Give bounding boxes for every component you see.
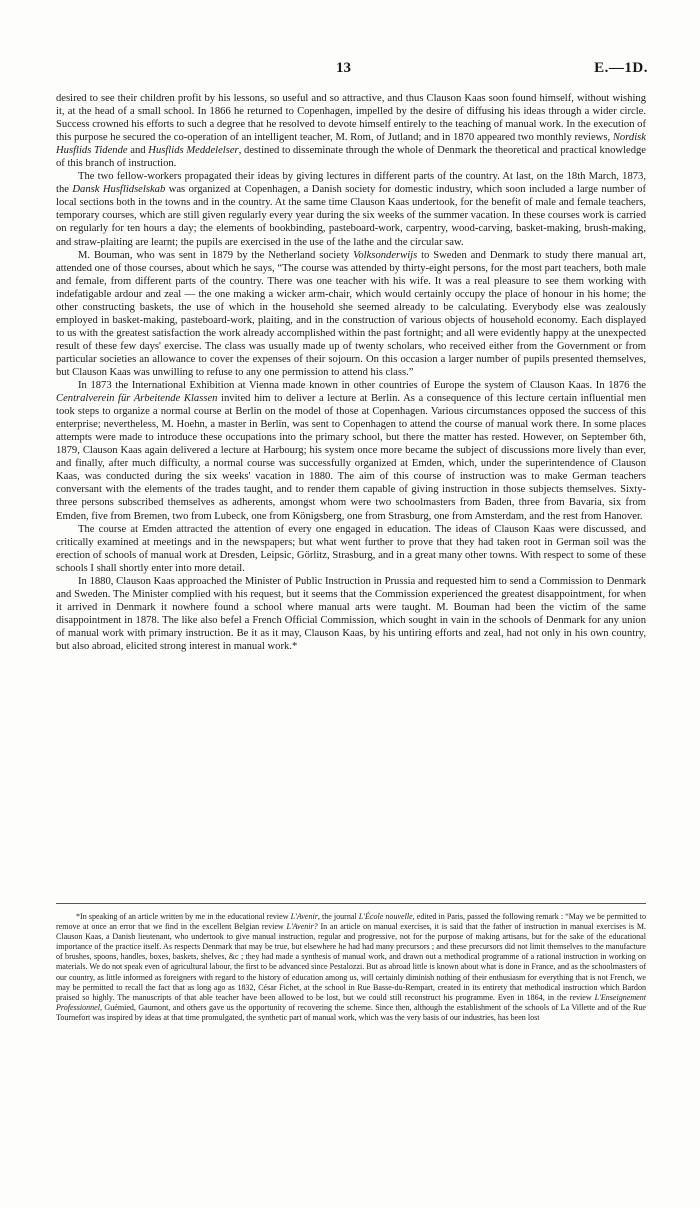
italic-title: Dansk Husflidselskab — [72, 184, 166, 196]
paragraph: The course at Emden attracted the attention of every one engaged in education. The ideas of Clauson Kaas were discussed, and critically examined at meetings and in the newspapers; but what went further to prove that they had taken root in German soil was the erection of schools of manual work at Dresden, Leipsic, Görlitz, Strasburg, and in a great many other towns. With respect to some of these schools I shall shortly enter into more detail. — [56, 523, 646, 574]
italic-title: L'Enseignement Professionnel — [56, 992, 646, 1012]
paragraph: M. Bouman, who was sent in 1879 by the Netherland society Volksonderwijs to Sweden and Denmark to study there manual art, attended one of those courses, about which he says, “The course was attended by thirty-eight persons, for the most part teachers, both male and female, from different parts of the country. There was one teacher with his wife. It was a real pleasure to see them working with indefatigable ardour and zeal — the one making a wicker arm-chair, which would certainly occupy the place of honour in his home; the other constructing baskets, the use of which in the household she seemed already to be calculating. Everybody else was zealously employed in basket-making, pasteboard-work, plaiting, and in the construction of various objects of household economy. Each displayed to us with the greatest satisfaction the work already accomplished within the past fortnight; and all were evidently happy at the unexpected result of these few days' exercise. The class was usually made up of twenty scholars, who received either from the Government or from particular societies an allowance to cover the expenses of their sojourn. On this occasion a larger number of pupils presented themselves, but Clauson Kaas was unwilling to refuse to any one permission to attend his class.” — [56, 249, 646, 378]
italic-title: Nordisk Husflids Tidende — [56, 132, 646, 157]
italic-title: Centralverein für Arbeitende Klassen — [56, 393, 218, 405]
italic-title: Husflids Meddelelser — [148, 145, 239, 157]
italic-title: L'Avenir — [290, 912, 318, 921]
page-header — [0, 60, 700, 82]
paragraph: In 1880, Clauson Kaas approached the Minister of Public Instruction in Prussia and requested him to send a Commission to Denmark and Sweden. The Minister complied with his request, but it seems that the Commission experienced the greatest disappointment, for when it arrived in Denmark it nowhere found a school where manual arts were taught. M. Bouman had been the victim of the same disappointment in 1878. The like also befel a French Official Commission, which sought in vain in the schools of Denmark for any union of manual work with primary instruction. Be it as it may, Clauson Kaas, by his untiring efforts and zeal, had not only in his own country, but also abroad, elicited strong interest in manual work.* — [56, 575, 646, 652]
body-text — [56, 92, 646, 653]
footnote — [56, 912, 646, 1023]
footnote-divider — [56, 903, 646, 904]
italic-title: L'École nouvelle — [358, 912, 413, 921]
paragraph: In 1873 the International Exhibition at Vienna made known in other countries of Europe the system of Clauson Kaas. In 1876 the Centralverein für Arbeitende Klassen invited him to deliver a lecture at Berlin. As a consequence of this lecture certain influential men took steps to organize a normal course at Berlin on the model of those at Copenhagen. Various circumstances opposed the success of this enterprise; nevertheless, M. Hoehn, a master in Berlin, was sent to Copenhagen to attend the course of manual work there. In some places attempts were made to introduce these occupations into the primary school, but there the matter has rested. However, on September 6th, 1879, Clauson Kaas again delivered a lecture at Harbourg; his system once more became the subject of discussions more lively than ever, and finally, after much difficulty, a normal course was successfully organized at Emden, which, under the superintendence of Clauson Kaas, was conducted during the six weeks' vacation in 1880. The aim of this course of instruction was to make German teachers conversant with the elements of the trades taught, and to render them capable of giving instruction in those subjects themselves. Sixty-three persons subscribed themselves as adherents, amongst whom were two schoolmasters from Baden, three from Bavaria, six from Emden, five from Bremen, two from Lubeck, one from Königsberg, one from Strasburg, one from Amsterdam, and the rest from Hanover. — [56, 380, 647, 522]
page-number: 13 — [336, 60, 351, 76]
footnote-text: *In speaking of an article written by me in the educational review L'Avenir, the journal L'École nouvelle, edited in Paris, passed the following remark : “May we be permitted to remove at once an error that we find in the excellent Belgian review L'Avenir? In an article on manual exercises, it is said that the father of instruction in manual exercises is M. Clauson Kaas, a Danish lieutenant, who undertook to give manual instruction, regular and progressive, not for the purpose of making artisans, but for the sake of the educational importance of the practice itself. As respects Denmark that may be true, but elsewhere he had had many precursors ; and these precursors did not limit themselves to the manufacture of brushes, spoons, handles, boxes, baskets, shelves, &c ; they had made a synthesis of manual work, and drawn out a methodical programme of a rational instruction in working on materials. We do not speak even of agricultural labour, the first to be advanced since Pestalozzi. But as abroad little is known about what is done in France, and as the schoolmasters of our country, as little informed as foreigners with regard to the history of education among us, will certainly diminish nothing of their enthusiasm for everything that is not French, we may be permitted to recall the fact that as long ago as 1832, César Fichet, at the school in Rue Basse-du-Rempart, created in its entirety that methodical instruction which Bardon praised so highly. The manuscripts of that able teacher have been allowed to be lost, but we could still reconstruct his programme. Even in 1864, in the review L'Enseignement Professionnel, Guémied, Gaumont, and others gave us the opportunity of recovering the scheme. Since then, although the establishment of the schools of La Villette and of the Rue Tournefort was inspired by ideas at that time promulgated, the synthetic part of manual work, which was the very basis of our industries, has been lost — [56, 912, 646, 1022]
document-reference: E.—1D. — [594, 60, 648, 76]
paragraph: desired to see their children profit by his lessons, so useful and so attractive, and thus Clauson Kaas soon found himself, without wishing it, at the head of a small school. In 1866 he returned to Copenhagen, impelled by the desire of diffusing his ideas through a wider circle. Success crowned his efforts to such a degree that he resolved to devote himself entirely to the teaching of manual work. In the execution of this purpose he secured the co-operation of an intelligent teacher, M. Rom, of Jutland; and in 1870 appeared two monthly reviews, Nordisk Husflids Tidende and Husflids Meddelelser, destined to disseminate through the whole of Denmark the theoretical and practical knowledge of this branch of instruction. — [56, 93, 647, 170]
italic-title: Volksonderwijs — [353, 249, 418, 261]
paragraph: The two fellow-workers propagated their ideas by giving lectures in different parts of the country. At last, on the 18th March, 1873, the Dansk Husflidselskab was organized at Copenhagen, a Danish society for domestic industry, which soon included a large number of local sections both in the towns and in the country. At the same time Clauson Kaas undertook, for the benefit of male and female teachers, temporary courses, which are still given regularly every year during the six weeks of the summer vacation. In these courses work is carried on regularly for ten hours a day; the elements of bookbinding, pasteboard-work, carpentry, wood-carving, basket-making, brush-making, and straw-plaiting are learnt; the pupils are exercised in the use of the lathe and the circular saw. — [56, 171, 647, 248]
italic-title: L'Avenir? — [286, 922, 318, 932]
